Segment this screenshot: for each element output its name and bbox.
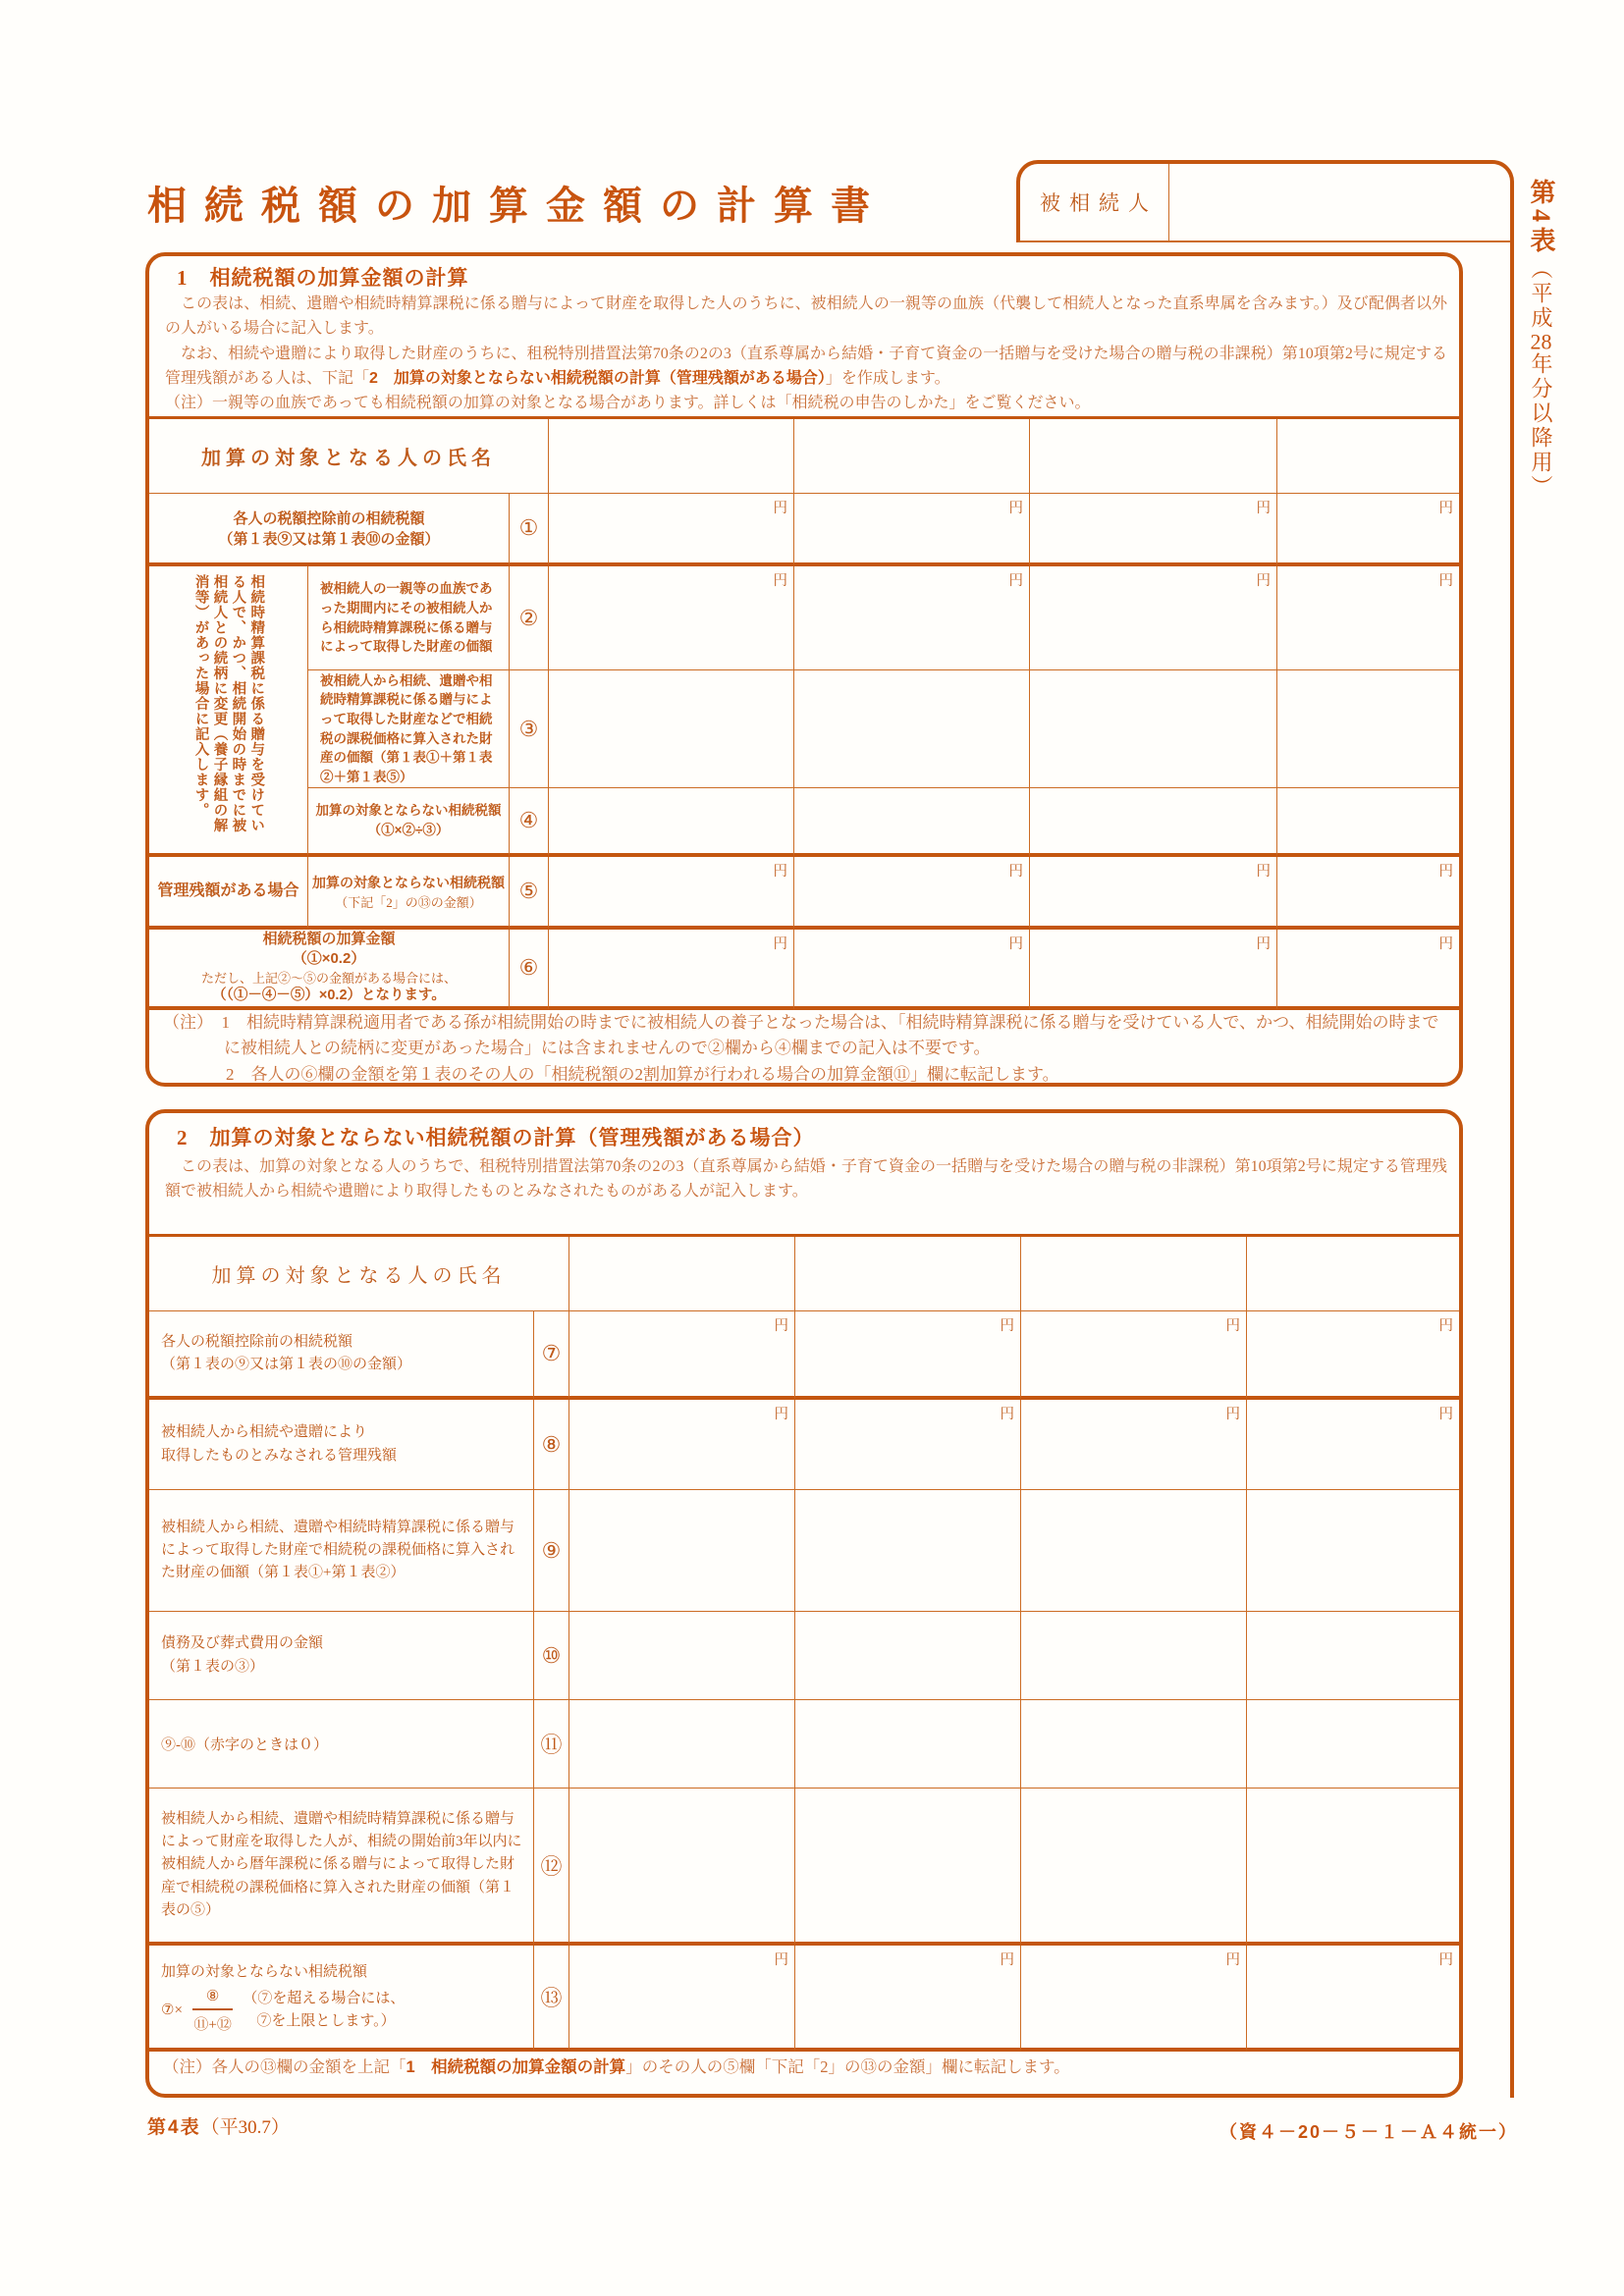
s1-row1-amount-2[interactable]: [794, 494, 1030, 566]
s1-row4-amount-1[interactable]: [549, 788, 794, 857]
s2-row10-label: 債務及び葬式費用の金額 （第１表の③）: [149, 1612, 534, 1700]
s1-vertical-note: 相続時精算課税に係る贈与を受けている人で、かつ、相続開始の時までに被相続人との続柄に変更（養子縁組の解消等）があった場合に記入します。: [149, 566, 308, 857]
s1-row1-label: 各人の税額控除前の相続税額 （第１表⑨又は第１表⑩の金額）: [149, 494, 510, 566]
s2-row11-number: ⑪: [534, 1700, 569, 1789]
s2-row7-amount-2[interactable]: [795, 1311, 1021, 1400]
s2-row8-number: ⑧: [534, 1400, 569, 1490]
s1-row5-amount-3[interactable]: [1030, 857, 1277, 930]
yen-unit: 円: [1000, 1952, 1014, 1968]
s2-row7-amount-3[interactable]: [1021, 1311, 1247, 1400]
s1-name-header: 加算の対象となる人の氏名: [149, 419, 549, 494]
section2-heading: 2 加算の対象とならない相続税額の計算（管理残額がある場合）: [177, 1126, 815, 1149]
s1-row4-label: 加算の対象とならない相続税額 （①×②÷③）: [308, 788, 510, 857]
fraction: $\frac{\text{⑧}}{\text{⑪+⑫}}$: [193, 1988, 232, 2033]
yen-unit: 円: [1256, 864, 1271, 880]
decedent-label: 被相続人: [1020, 164, 1169, 240]
s1-row6-amount-4[interactable]: [1277, 930, 1459, 1010]
s2-row13-condition: （⑦を超える場合には、 ⑦を上限とします。）: [243, 1991, 406, 2029]
s2-row12-amount-4[interactable]: [1247, 1789, 1459, 1946]
s2-row13-amount-4[interactable]: [1247, 1946, 1459, 2052]
s2-name-cell-1[interactable]: [569, 1237, 795, 1311]
s1-row6-amount-3[interactable]: [1030, 930, 1277, 1010]
s1-row4-number: ④: [510, 788, 549, 857]
page-right-rule: [1510, 240, 1514, 2098]
yen-unit: 円: [1008, 501, 1023, 516]
s2-name-cell-4[interactable]: [1247, 1237, 1459, 1311]
s2-row8-amount-4[interactable]: [1247, 1400, 1459, 1490]
yen-unit: 円: [1000, 1407, 1014, 1422]
yen-unit: 円: [1225, 1407, 1240, 1422]
s1-row1-amount-1[interactable]: [549, 494, 794, 566]
s1-row5-number: ⑤: [510, 857, 549, 930]
s2-row13-formula: ⑦× $\frac{\text{⑧}}{\text{⑪+⑫}}$ （⑦を超える場合には、 ⑦を上限とします。）: [161, 1988, 406, 2033]
side-tab-number: 第4表: [1527, 179, 1555, 257]
section1-heading: 1 相続税額の加算金額の計算: [177, 266, 469, 290]
decedent-box: [1016, 160, 1514, 242]
yen-unit: 円: [1438, 864, 1453, 880]
footer-document-code: （資４－20－５－１－Ａ４統一）: [1218, 2122, 1518, 2142]
s2-row9-amount-1[interactable]: [569, 1490, 795, 1612]
s1-row3-amount-1[interactable]: [549, 670, 794, 788]
s2-row9-number: ⑨: [534, 1490, 569, 1612]
s2-row13-label: 加算の対象とならない相続税額 ⑦× $\frac{\text{⑧}}{\text{⑪+⑫}}$ （⑦を超える場合には、 ⑦を上限とします。）: [149, 1946, 534, 2052]
section2-box: [145, 1109, 1463, 2098]
s1-row5-amount-4[interactable]: [1277, 857, 1459, 930]
section1-note-2: 2 各人の⑥欄の金額を第１表のその人の「相続税額の2割加算が行われる場合の加算金額⑪」欄に転記します。: [226, 1064, 1059, 1084]
s1-row2-amount-2[interactable]: [794, 566, 1030, 670]
yen-unit: 円: [1225, 1318, 1240, 1334]
s1-name-cell-1[interactable]: [549, 419, 794, 494]
s1-row1-amount-3[interactable]: [1030, 494, 1277, 566]
s2-row8-label: 被相続人から相続や遺贈により 取得したものとみなされる管理残額: [149, 1400, 534, 1490]
section1-box: [145, 252, 1463, 1087]
s2-row10-amount-4[interactable]: [1247, 1612, 1459, 1700]
s2-row11-amount-2[interactable]: [795, 1700, 1021, 1789]
s2-row13-amount-1[interactable]: [569, 1946, 795, 2052]
s2-row9-amount-3[interactable]: [1021, 1490, 1247, 1612]
s1-row6-amount-1[interactable]: [549, 930, 794, 1010]
yen-unit: 円: [773, 501, 787, 516]
form-title: 相続税額の加算金額の計算書: [147, 185, 888, 228]
s1-row3-amount-3[interactable]: [1030, 670, 1277, 788]
side-tab-year: 28: [1530, 331, 1552, 352]
s2-row11-amount-1[interactable]: [569, 1700, 795, 1789]
s1-row2-label: 被相続人の一親等の血族であった期間内にその被相続人から相続時精算課税に係る贈与によって取得した財産の価額: [308, 566, 510, 670]
footer-form-id: 第4表（平30.7）: [147, 2117, 290, 2138]
s1-row5-amount-2[interactable]: [794, 857, 1030, 930]
s1-row3-label: 被相続人から相続、遺贈や相続時精算課税に係る贈与によって取得した財産などで相続税の課税価格に算入された財産の価額（第１表①＋第１表②＋第１表⑤）: [308, 670, 510, 788]
s2-row12-amount-1[interactable]: [569, 1789, 795, 1946]
s1-row2-amount-3[interactable]: [1030, 566, 1277, 670]
s1-row2-number: ②: [510, 566, 549, 670]
yen-unit: 円: [1438, 1318, 1453, 1334]
s1-row5-side-label: 管理残額がある場合: [149, 857, 308, 930]
s2-row11-label: ⑨-⑩（赤字のときは０）: [149, 1700, 534, 1789]
yen-unit: 円: [773, 573, 787, 589]
s2-row7-label: 各人の税額控除前の相続税額 （第１表の⑨又は第１表の⑩の金額）: [149, 1311, 534, 1400]
section1-table: [149, 416, 1459, 1010]
section1-notes: [163, 1010, 1449, 1088]
s2-row8-amount-2[interactable]: [795, 1400, 1021, 1490]
s2-row12-label: 被相続人から相続、遺贈や相続時精算課税に係る贈与によって財産を取得した人が、相続の開始前3年以内に被相続人から暦年課税に係る贈与によって取得した財産で相続税の課税価格に算入された財産の価額（第１表の⑤）: [149, 1789, 534, 1946]
decedent-name-field[interactable]: [1169, 164, 1510, 240]
s1-row1-amount-4[interactable]: [1277, 494, 1459, 566]
yen-unit: 円: [1008, 936, 1023, 952]
section2-intro: この表は、加算の対象となる人のうちで、租税特別措置法第70条の2の3（直系尊属から結婚・子育て資金の一括贈与を受けた場合の贈与税の非課税）第10項第2号に規定する管理残額で被相続人から相続や遺贈により取得したものとみなされたものがある人が記入します。: [165, 1158, 1447, 1201]
s2-row11-amount-4[interactable]: [1247, 1700, 1459, 1789]
s2-row10-amount-1[interactable]: [569, 1612, 795, 1700]
yen-unit: 円: [1438, 1952, 1453, 1968]
s1-row3-amount-2[interactable]: [794, 670, 1030, 788]
yen-unit: 円: [1000, 1318, 1014, 1334]
yen-unit: 円: [773, 864, 787, 880]
s2-row12-amount-2[interactable]: [795, 1789, 1021, 1946]
s1-row4-amount-4[interactable]: [1277, 788, 1459, 857]
yen-unit: 円: [774, 1952, 788, 1968]
s2-row7-amount-1[interactable]: [569, 1311, 795, 1400]
s1-row6-amount-2[interactable]: [794, 930, 1030, 1010]
s1-name-cell-2[interactable]: [794, 419, 1030, 494]
s1-name-cell-3[interactable]: [1030, 419, 1277, 494]
yen-unit: 円: [1008, 864, 1023, 880]
s1-row4-amount-3[interactable]: [1030, 788, 1277, 857]
yen-unit: 円: [1438, 501, 1453, 516]
s2-row7-number: ⑦: [534, 1311, 569, 1400]
s2-row9-label: 被相続人から相続、遺贈や相続時精算課税に係る贈与によって取得した財産で相続税の課税価格に算入された財産の価額（第１表①+第１表②）: [149, 1490, 534, 1612]
s1-name-cell-4[interactable]: [1277, 419, 1459, 494]
section1-note-1: （注） 1 相続時精算課税適用者である孫が相続開始の時までに被相続人の養子となった場合は、「相続時精算課税に係る贈与を受けている人で、かつ、相続開始の時までに被相続人との続柄に変更があった場合」には含まれませんので②欄から④欄までの記入は不要です。: [163, 1013, 1439, 1058]
s1-row6-number: ⑥: [510, 930, 549, 1010]
s2-name-cell-2[interactable]: [795, 1237, 1021, 1311]
s2-row12-amount-3[interactable]: [1021, 1789, 1247, 1946]
section2-note: （注）各人の⑬欄の金額を上記「1 相続税額の加算金額の計算」のその人の⑤欄「下記「2」の⑬の金額」欄に転記します。: [163, 2057, 1070, 2076]
s1-row3-number: ③: [510, 670, 549, 788]
yen-unit: 円: [1008, 573, 1023, 589]
section2-table: [149, 1234, 1459, 2052]
yen-unit: 円: [774, 1407, 788, 1422]
side-tab: 第4表（平成28年分以降用）: [1527, 179, 1555, 500]
s2-row7-amount-4[interactable]: [1247, 1311, 1459, 1400]
s2-row12-number: ⑫: [534, 1789, 569, 1946]
s2-row8-amount-3[interactable]: [1021, 1400, 1247, 1490]
s2-row10-amount-3[interactable]: [1021, 1612, 1247, 1700]
yen-unit: 円: [1256, 501, 1271, 516]
s2-name-cell-3[interactable]: [1021, 1237, 1247, 1311]
s1-row6-label: 相続税額の加算金額 （①×0.2） ただし、上記②～⑤の金額がある場合には、 （（①－④－⑤）×0.2）となります。: [149, 930, 510, 1010]
s2-row8-amount-1[interactable]: [569, 1400, 795, 1490]
s1-row1-number: ①: [510, 494, 549, 566]
s2-row13-amount-2[interactable]: [795, 1946, 1021, 2052]
s2-name-header: 加算の対象となる人の氏名: [149, 1237, 569, 1311]
s2-row10-number: ⑩: [534, 1612, 569, 1700]
yen-unit: 円: [773, 936, 787, 952]
s2-row13-amount-3[interactable]: [1021, 1946, 1247, 2052]
s2-row10-amount-2[interactable]: [795, 1612, 1021, 1700]
s1-row2-amount-4[interactable]: [1277, 566, 1459, 670]
yen-unit: 円: [1256, 573, 1271, 589]
s1-row5-label: 加算の対象とならない相続税額 （下記「2」の⑬の金額）: [308, 857, 510, 930]
yen-unit: 円: [1438, 936, 1453, 952]
s2-row13-number: ⑬: [534, 1946, 569, 2052]
s1-row3-amount-4[interactable]: [1277, 670, 1459, 788]
s1-row4-amount-2[interactable]: [794, 788, 1030, 857]
yen-unit: 円: [1438, 573, 1453, 589]
yen-unit: 円: [1438, 1407, 1453, 1422]
s2-row9-amount-4[interactable]: [1247, 1490, 1459, 1612]
s1-row5-amount-1[interactable]: [549, 857, 794, 930]
s2-row11-amount-3[interactable]: [1021, 1700, 1247, 1789]
section1-intro: この表は、相続、遺贈や相続時精算課税に係る贈与によって財産を取得した人のうちに、被相続人の一親等の血族（代襲して相続人となった直系卑属を含みます。）及び配偶者以外の人がいる場合に記入します。 なお、相続や遺贈により取得した財産のうちに、租税特別措置法第70条の2の3（直系尊属から結婚・子育て資金の一括贈与を受けた場合の贈与税の非課税）第10項第2号に規定する管理残額がある人は、下記「2 加算の対象とならない相続税額の計算（管理残額がある場合）」を作成します。 （注）一親等の血族であっても相続税額の加算の対象となる場合があります。詳しくは「相続税の申告のしかた」をご覧ください。: [165, 295, 1447, 412]
yen-unit: 円: [1256, 936, 1271, 952]
yen-unit: 円: [1225, 1952, 1240, 1968]
s1-row2-amount-1[interactable]: [549, 566, 794, 670]
yen-unit: 円: [774, 1318, 788, 1334]
s2-row9-amount-2[interactable]: [795, 1490, 1021, 1612]
